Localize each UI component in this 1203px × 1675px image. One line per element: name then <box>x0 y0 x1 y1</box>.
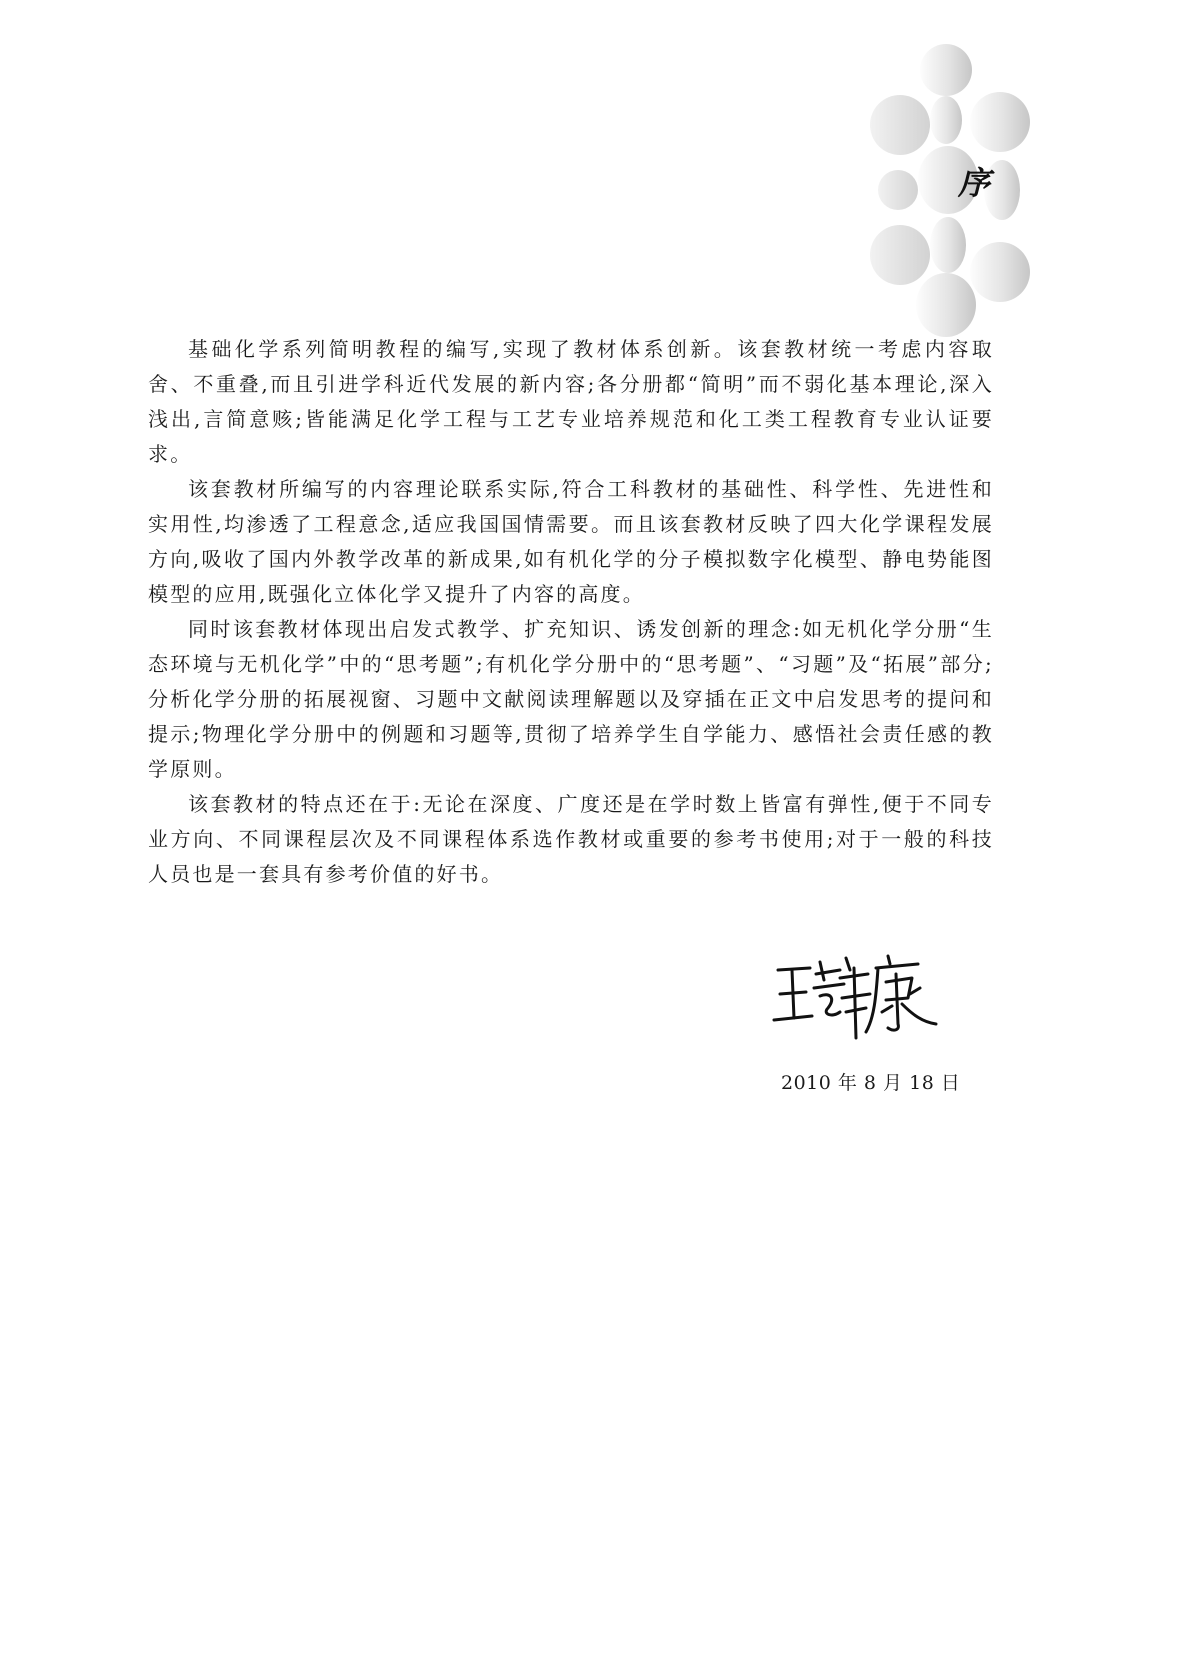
paragraph-4: 该套教材的特点还在于:无论在深度、广度还是在学时数上皆富有弹性,便于不同专业方向、不同课程层次及不同课程体系选作教材或重要的参考书使用;对于一般的科技人员也是一套具有参考价值的好书。 <box>148 792 994 886</box>
paragraph-2: 该套教材所编写的内容理论联系实际,符合工科教材的基础性、科学性、先进性和实用性,均渗透了工程意念,适应我国国情需要。而且该套教材反映了四大化学课程发展方向,吸收了国内外教学改革的新成果,如有机化学的分子模拟数字化模型、静电势能图模型的应用,既强化立体化学又提升了内容的高度。 <box>148 477 994 606</box>
bead-ornament-decoration <box>868 40 1038 350</box>
page-heading: 序 <box>958 164 991 202</box>
signature-date: 2010 年 8 月 18 日 <box>781 1072 961 1094</box>
handwritten-signature <box>770 948 940 1043</box>
preface-body <box>148 332 994 892</box>
paragraph-3: 同时该套教材体现出启发式教学、扩充知识、诱发创新的理念:如无机化学分册“生态环境与无机化学”中的“思考题”;有机化学分册中的“思考题”、“习题”及“拓展”部分;分析化学分册的拓展视窗、习题中文献阅读理解题以及穿插在正文中启发思考的提问和提示;物理化学分册中的例题和习题等,贯彻了培养学生自学能力、感悟社会责任感的教学原则。 <box>148 617 994 781</box>
paragraph-1: 基础化学系列简明教程的编写,实现了教材体系创新。该套教材统一考虑内容取舍、不重叠,而且引进学科近代发展的新内容;各分册都“简明”而不弱化基本理论,深入浅出,言简意赅;皆能满足化学工程与工艺专业培养规范和化工类工程教育专业认证要求。 <box>148 337 994 466</box>
